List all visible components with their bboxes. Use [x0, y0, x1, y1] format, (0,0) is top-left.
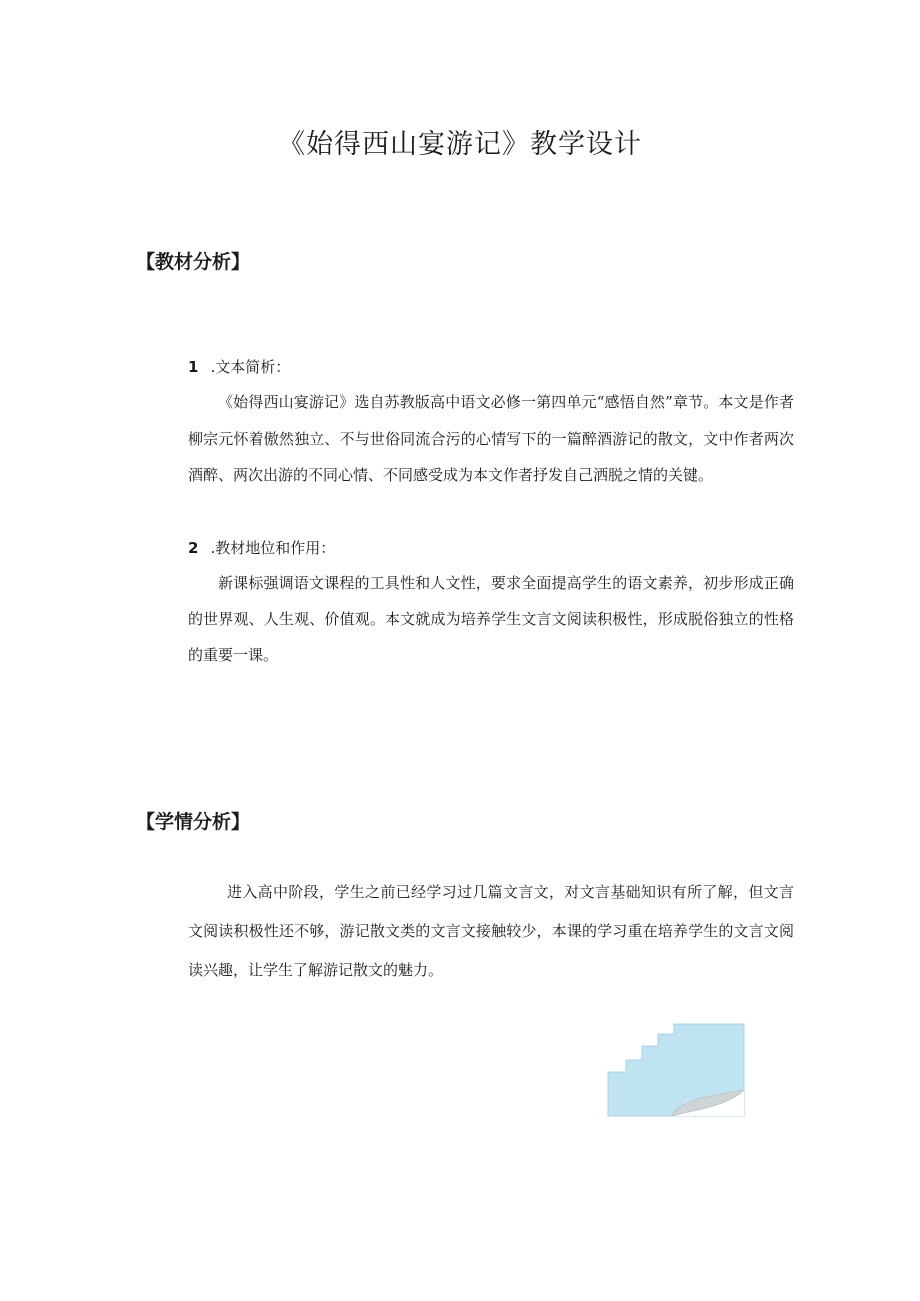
item-label: .教材地位和作用： — [210, 539, 336, 557]
section-heading-textbook-analysis: 【教材分析】 — [136, 251, 251, 273]
section-heading-learner-analysis: 【学情分析】 — [136, 811, 251, 833]
document-title: 《始得西山宴游记》教学设计 — [278, 129, 642, 160]
item-number: 1 — [188, 358, 199, 376]
item-number: 2 — [188, 539, 199, 557]
page-curl-sticker-icon — [606, 1022, 746, 1118]
paragraph-textbook-position: 新课标强调语文课程的工具性和人文性，要求全面提高学生的语文素养，初步形成正确的世界观、人生观、价值观。本文就成为培养学生文言文阅读积极性，形成脱俗独立的性格的重要一课。 — [188, 574, 794, 664]
item-heading-text-brief — [188, 356, 290, 377]
item-label: .文本简析： — [210, 358, 291, 376]
item-heading-textbook-position — [188, 537, 335, 558]
paragraph-learner-analysis: 进入高中阶段，学生之前已经学习过几篇文言文，对文言基础知识有所了解，但文言文阅读积极性还不够，游记散文类的文言文接触较少，本课的学习重在培养学生的文言文阅读兴趣，让学生了解游记散文的魅力。 — [188, 883, 794, 979]
paragraph-text-brief: 《始得西山宴游记》选自苏教版高中语文必修一第四单元“感悟自然”章节。本文是作者柳宗元怀着傲然独立、不与世俗同流合污的心情写下的一篇醉酒游记的散文，文中作者两次酒醉、两次出游的不同心情、不同感受成为本文作者抒发自己洒脱之情的关键。 — [188, 393, 794, 484]
